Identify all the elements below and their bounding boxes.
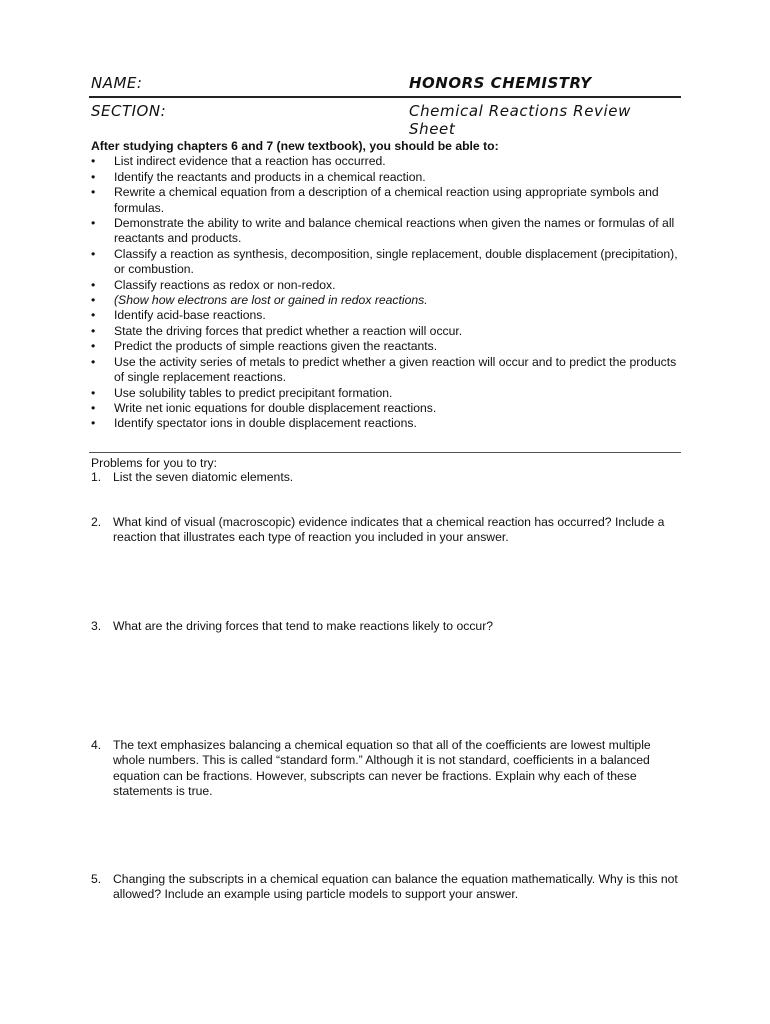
- objective-item: [91, 324, 681, 339]
- bullet-icon: •: [91, 400, 96, 415]
- objective-item: [91, 185, 681, 216]
- bullet-icon: •: [91, 385, 96, 400]
- objective-text: Write net ionic equations for double displacement reactions.: [114, 400, 437, 415]
- name-label: NAME:: [91, 74, 143, 92]
- objective-text: Demonstrate the ability to write and balance chemical reactions when given the names or formulas of all reactants and products.: [114, 216, 675, 246]
- bullet-icon: •: [91, 293, 96, 308]
- problem-number: 3.: [91, 619, 102, 633]
- problem-text: What are the driving forces that tend to make reactions likely to occur?: [113, 619, 494, 633]
- objective-text: Identify acid-base reactions.: [114, 308, 266, 323]
- header-row-bottom: [91, 102, 681, 138]
- bullet-icon: •: [91, 154, 96, 169]
- bullet-icon: •: [91, 246, 96, 261]
- objective-text: Rewrite a chemical equation from a description of a chemical reaction using appropriate symbols and formulas.: [114, 185, 659, 215]
- objective-text: Classify reactions as redox or non-redox.: [114, 277, 336, 292]
- problems-divider: [89, 452, 681, 453]
- bullet-icon: •: [91, 339, 96, 354]
- bullet-icon: •: [91, 354, 96, 369]
- objective-text: Identify the reactants and products in a chemical reaction.: [114, 169, 426, 184]
- problem-number: 2.: [91, 515, 102, 529]
- bullet-icon: •: [91, 416, 96, 431]
- bullet-icon: •: [91, 216, 96, 231]
- objective-item: [91, 216, 681, 247]
- objective-item: [91, 170, 681, 185]
- objectives-heading: After studying chapters 6 and 7 (new textbook), you should be able to:: [91, 139, 499, 153]
- problem-number: 4.: [91, 738, 102, 752]
- objective-item: [91, 355, 681, 386]
- objective-text: (Show how electrons are lost or gained in redox reactions.: [114, 293, 428, 308]
- sheet-title: Chemical Reactions Review Sheet: [409, 102, 631, 138]
- objective-item: [91, 416, 681, 431]
- objective-text: Use the activity series of metals to predict whether a given reaction will occur and to predict the products of single replacement reactions.: [114, 354, 677, 385]
- problem-text: What kind of visual (macroscopic) evidence indicates that a chemical reaction has occurred? Include a reaction that illustrates each type of reaction you included in your answer.: [113, 515, 665, 545]
- objectives-section: [91, 139, 681, 432]
- objective-item: [91, 339, 681, 354]
- problem-number: 5.: [91, 872, 102, 886]
- objective-text: Identify spectator ions in double displacement reactions.: [114, 416, 417, 431]
- problem-text: The text emphasizes balancing a chemical equation so that all of the coefficients are lowest multiple whole numbers. This is called “standard form.” Although it is not standard, coefficients in a balanced equation can be fractions. However, subscripts can never be fractions. Explain why each of these statements is true.: [113, 738, 651, 799]
- bullet-icon: •: [91, 277, 96, 292]
- objective-item: [91, 308, 681, 323]
- objective-item: [91, 247, 681, 278]
- bullet-icon: •: [91, 169, 96, 184]
- problems-heading: Problems for you to try:: [91, 456, 217, 470]
- objective-item: [91, 154, 681, 169]
- problem-text: List the seven diatomic elements.: [113, 470, 294, 484]
- header-row-top: [91, 74, 681, 98]
- objective-text: List indirect evidence that a reaction has occurred.: [114, 154, 386, 169]
- objective-item: [91, 293, 681, 308]
- objective-text: Classify a reaction as synthesis, decomposition, single replacement, double displacement (precipitation), or combustion.: [114, 246, 678, 277]
- objective-text: Predict the products of simple reactions given the reactants.: [114, 339, 438, 354]
- objectives-list: [91, 154, 681, 431]
- problem-text: Changing the subscripts in a chemical equation can balance the equation mathematically. Why is this not allowed? Include an example using particle models to support your answer.: [113, 872, 678, 902]
- objective-item: [91, 401, 681, 416]
- objective-item: [91, 386, 681, 401]
- objective-item: [91, 278, 681, 293]
- problem-number: 1.: [91, 470, 102, 484]
- objective-text: State the driving forces that predict whether a reaction will occur.: [114, 323, 463, 338]
- objective-text: Use solubility tables to predict precipitant formation.: [114, 385, 393, 400]
- bullet-icon: •: [91, 185, 96, 200]
- bullet-icon: •: [91, 308, 96, 323]
- course-title: HONORS CHEMISTRY: [409, 74, 592, 92]
- section-label: SECTION:: [91, 102, 167, 120]
- header-divider: [89, 96, 681, 98]
- bullet-icon: •: [91, 323, 96, 338]
